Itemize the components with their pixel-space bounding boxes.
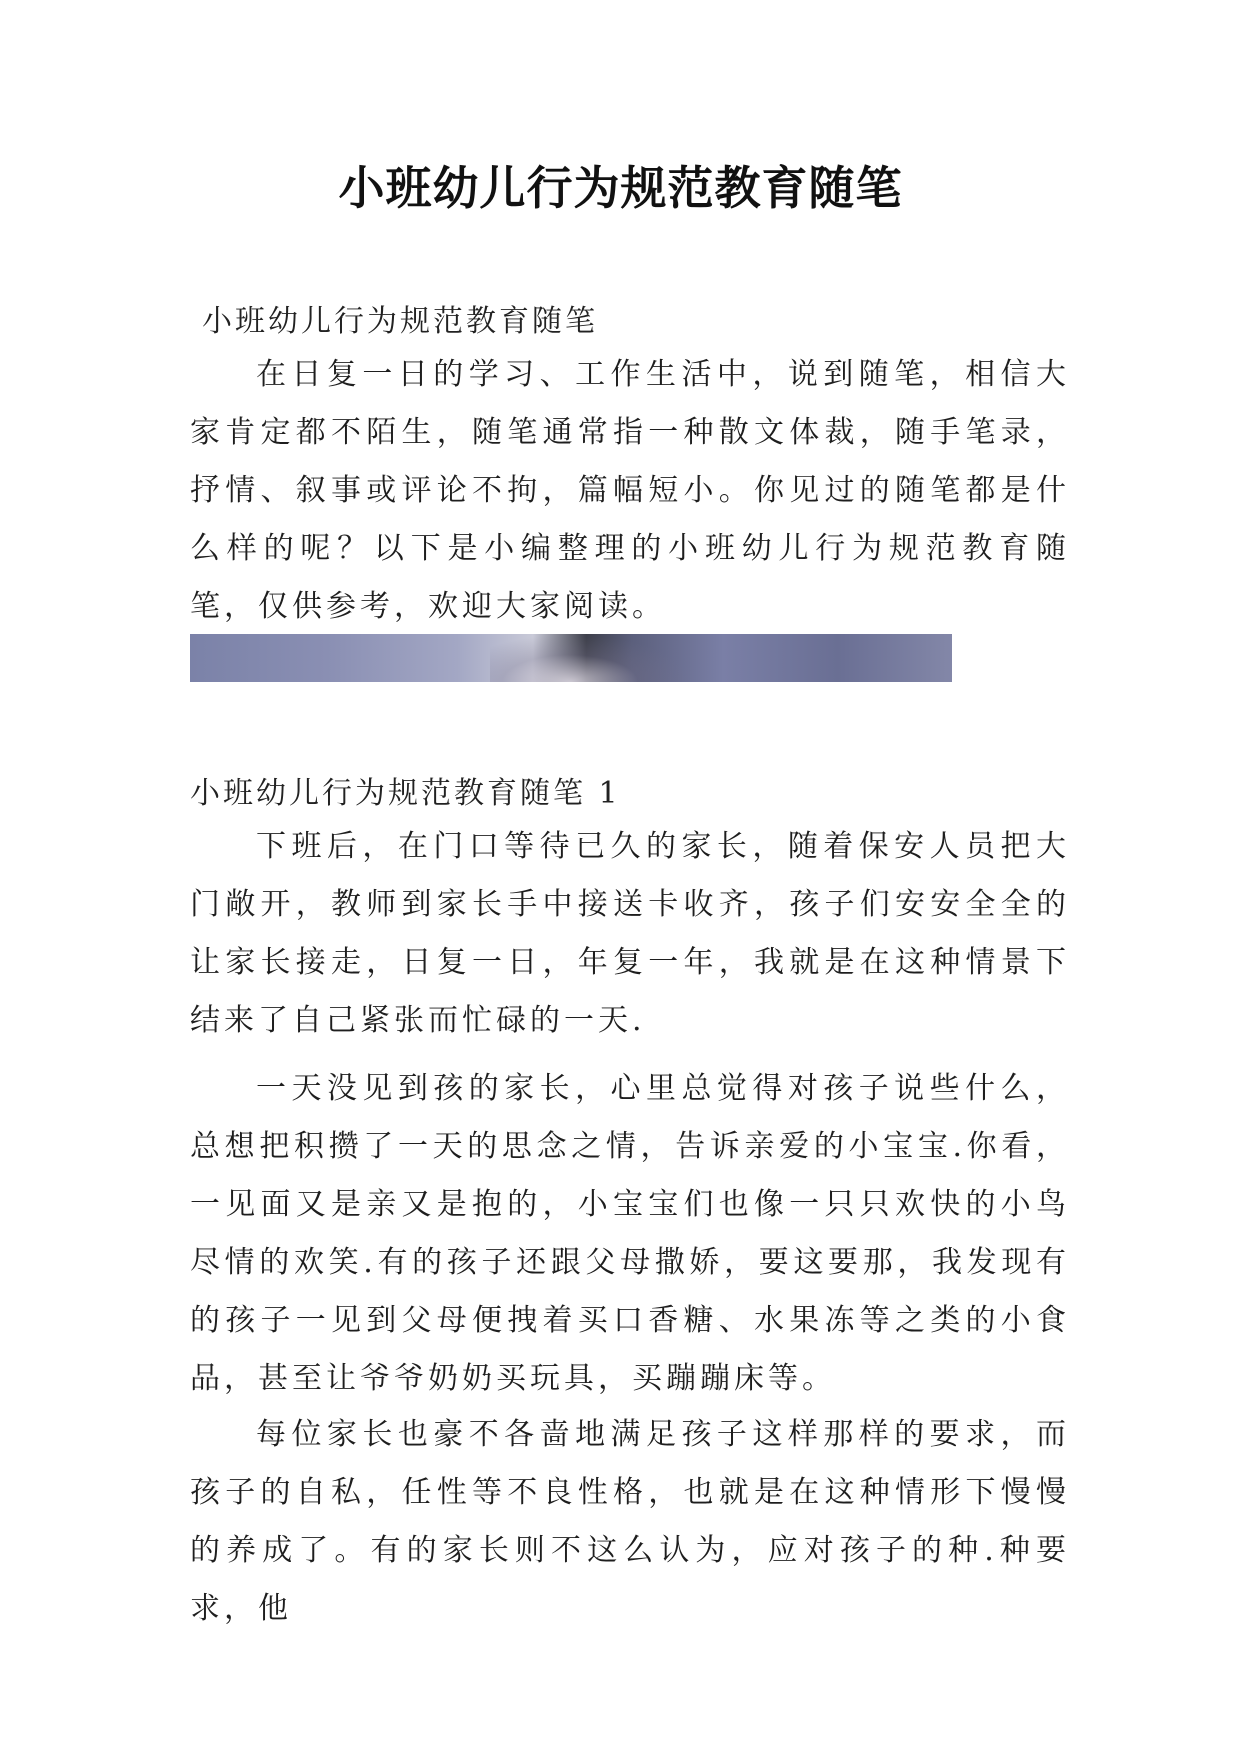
- document-subtitle: 小班幼儿行为规范教育随笔: [202, 304, 598, 339]
- banner-image: [190, 634, 952, 682]
- banner-image-shading: [490, 634, 690, 682]
- body-paragraph-1: 下班后，在门口等待已久的家长，随着保安人员把大门敞开，教师到家长手中接送卡收齐，孩子们安安全全的让家长接走，日复一日，年复一年，我就是在这种情景下结来了自己紧张而忙碌的一天.: [190, 829, 1070, 1038]
- section-heading: 小班幼儿行为规范教育随笔 1: [190, 776, 621, 811]
- intro-paragraph: 在日复一日的学习、工作生活中，说到随笔，相信大家肯定都不陌生，随笔通常指一种散文体裁，随手笔录，抒情、叙事或评论不拘，篇幅短小。你见过的随笔都是什么样的呢？以下是小编整理的小班幼儿行为规范教育随笔，仅供参考，欢迎大家阅读。: [190, 357, 1070, 624]
- body-paragraph-2: 一天没见到孩的家长，心里总觉得对孩子说些什么，总想把积攒了一天的思念之情，告诉亲爱的小宝宝.你看，一见面又是亲又是抱的，小宝宝们也像一只只欢快的小鸟尽情的欢笑.有的孩子还跟父母撒娇，要这要那，我发现有的孩子一见到父母便拽着买口香糖、水果冻等之类的小食品，甚至让爷爷奶奶买玩具，买蹦蹦床等。: [190, 1071, 1070, 1396]
- document-title: 小班幼儿行为规范教育随笔: [338, 161, 903, 215]
- body-paragraph-3: 每位家长也豪不各啬地满足孩子这样那样的要求，而孩子的自私，任性等不良性格，也就是在这种情形下慢慢的养成了。有的家长则不这么认为，应对孩子的种.种要求，他: [190, 1417, 1070, 1626]
